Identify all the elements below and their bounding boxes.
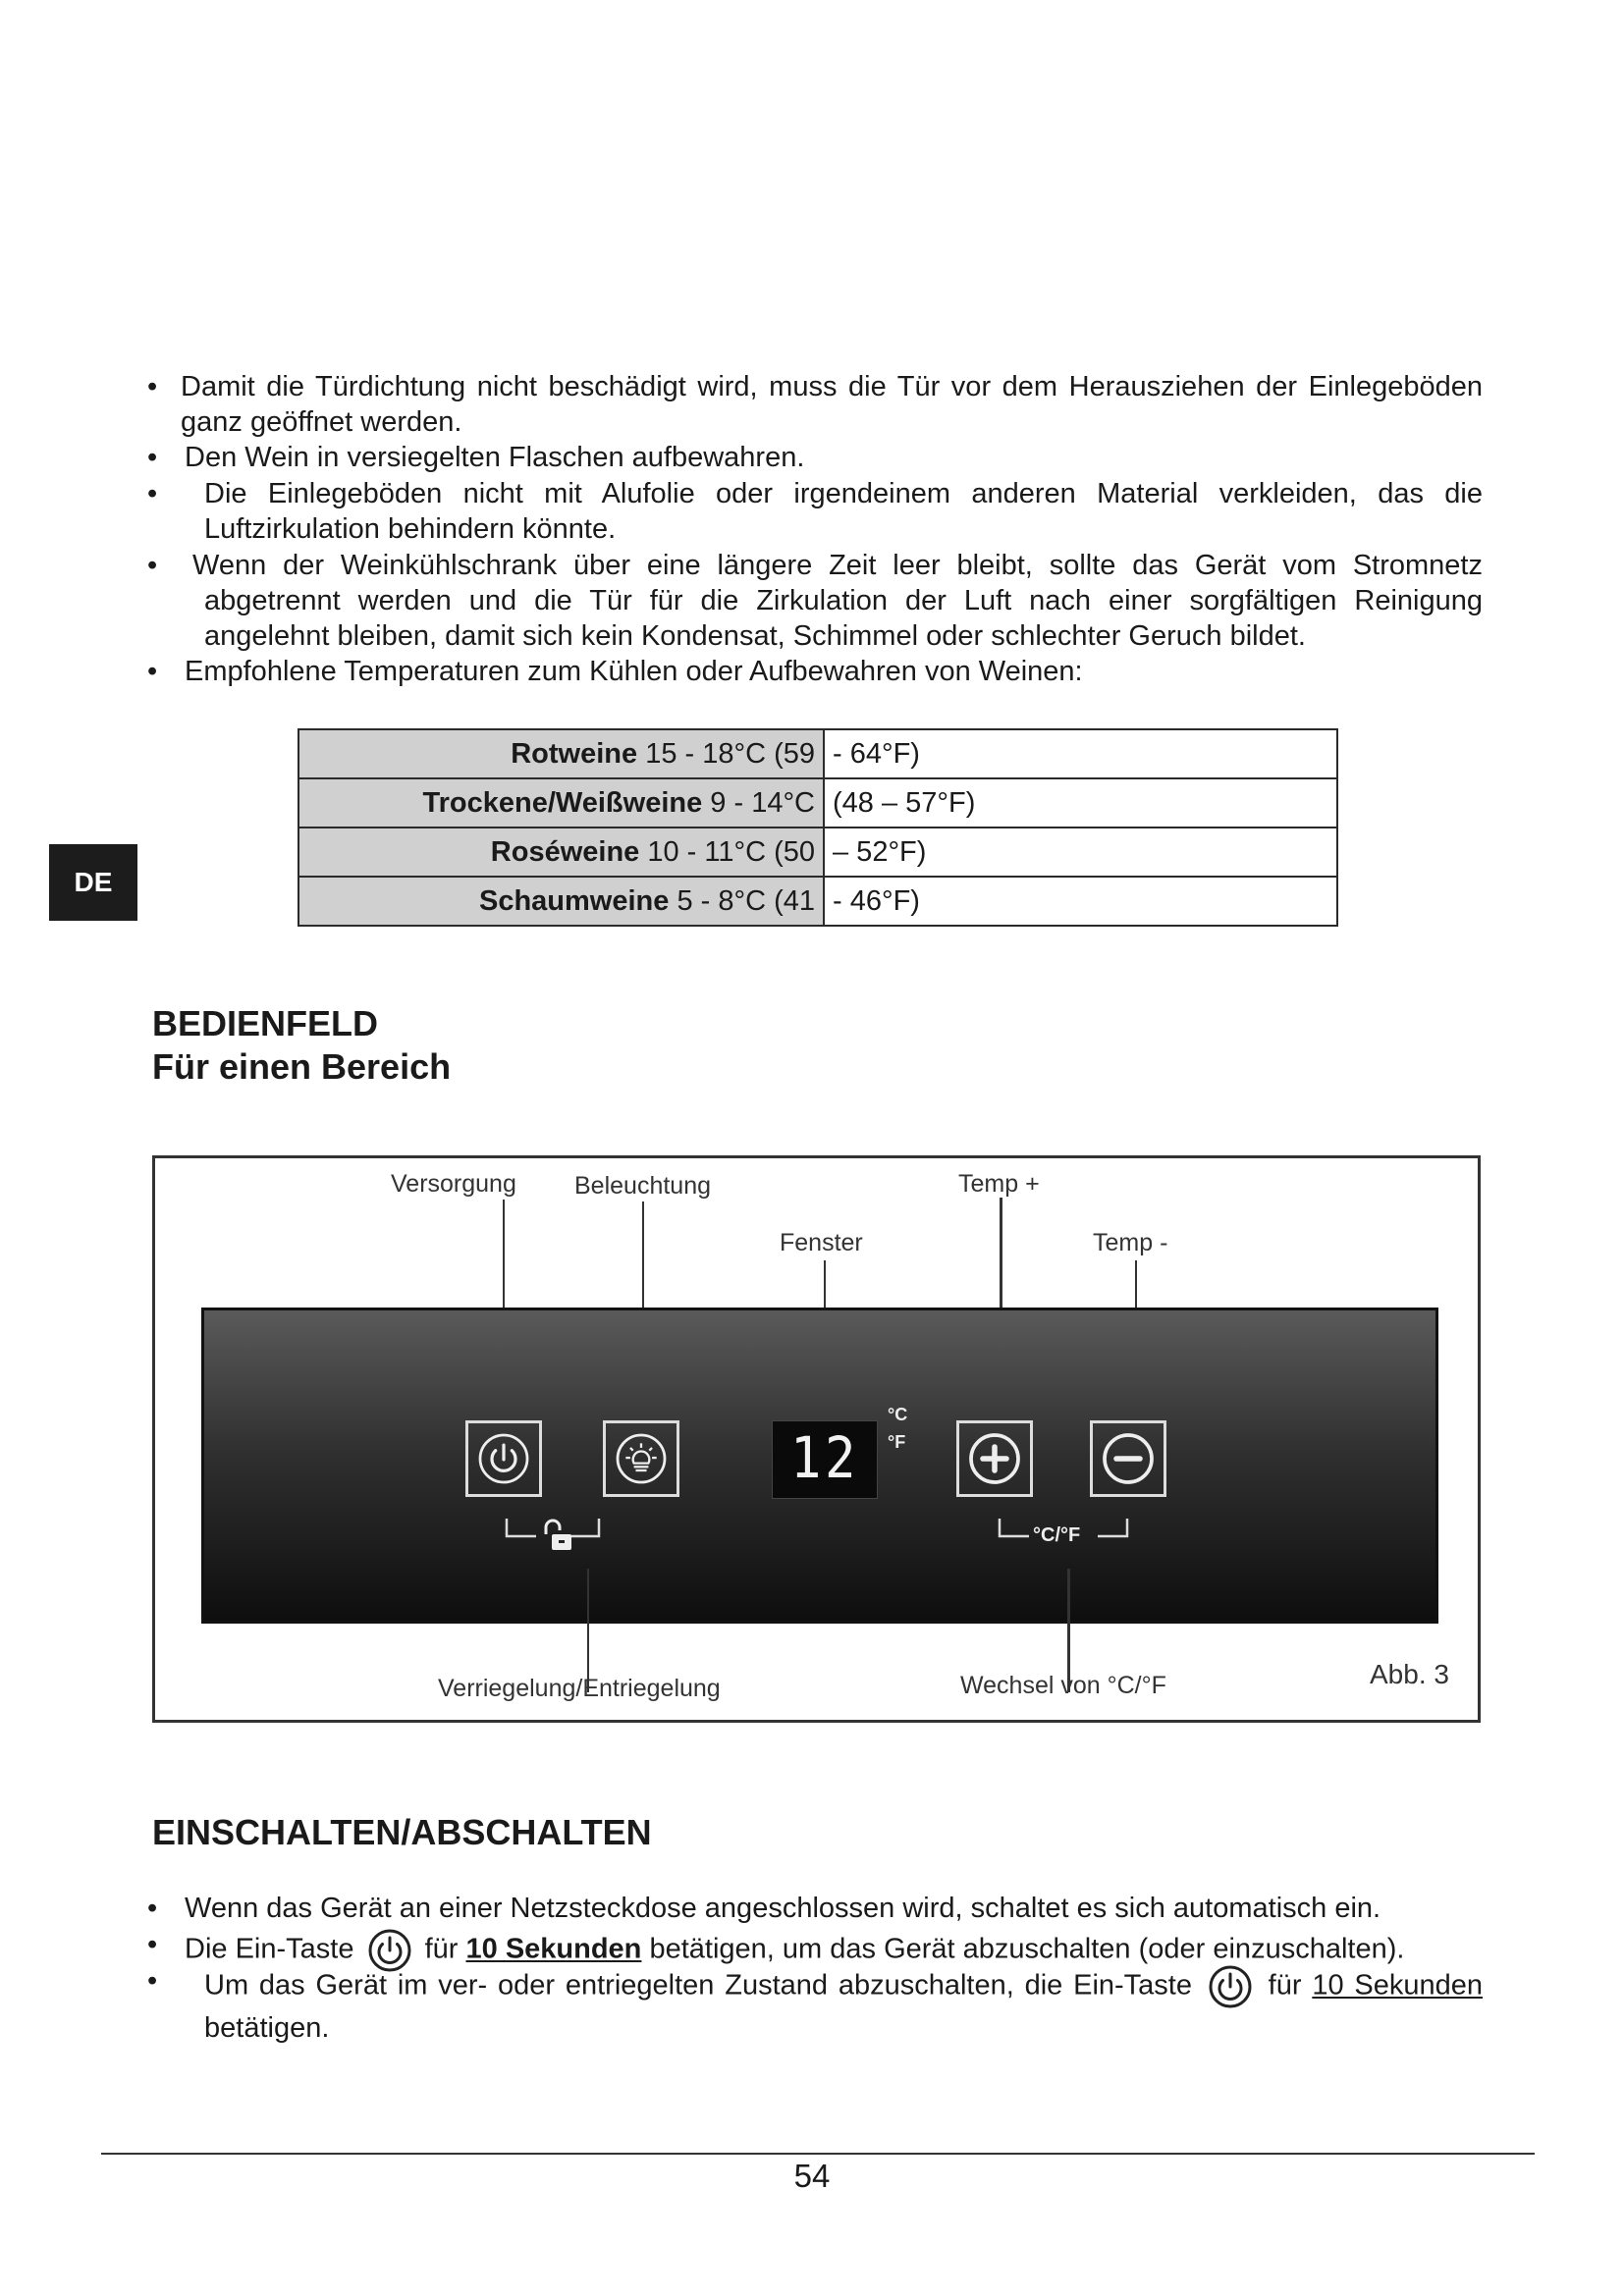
power-icon: [1207, 1963, 1254, 2010]
display-value: 12: [789, 1424, 860, 1491]
light-button[interactable]: [603, 1420, 679, 1497]
bullet-text: Wenn der Weinkühlschrank über eine längere Zeit leer bleibt, sollte das Gerät vom Stromnetz abgetrennt werden und die Tür für die Zirkulation der Luft nach einer sorgfältigen Reinigung angelehnt bleiben, damit sich kein Kondensat, Schimmel oder schlechter Geruch bildet.: [192, 550, 1483, 652]
bullet-text: Damit die Türdichtung nicht beschädigt wird, muss die Tür vor dem Herausziehen der Einlegeböden ganz geöffnet werden.: [181, 371, 1483, 438]
section-title: BEDIENFELD: [152, 1003, 379, 1043]
table-cell: (48 – 57°F): [824, 778, 1337, 828]
bullet-item: • Die Einlegeböden nicht mit Alufolie oder irgendeinem anderen Material verkleiden, das die Luftzirkulation behindern könnte.: [147, 478, 1483, 545]
bullet-text: Empfohlene Temperaturen zum Kühlen oder Aufbewahren von Weinen:: [185, 656, 1083, 687]
minus-icon: [1093, 1423, 1164, 1494]
page-number: 54: [793, 2158, 831, 2194]
label-power: Versorgung: [391, 1170, 516, 1198]
table-cell: - 46°F): [824, 877, 1337, 926]
temp-minus-button[interactable]: [1090, 1420, 1166, 1497]
label-unit-switch: Wechsel von °C/°F: [960, 1672, 1166, 1699]
temp-plus-button[interactable]: [956, 1420, 1033, 1497]
control-panel-figure: [152, 1155, 1481, 1723]
lock-icon: [538, 1519, 571, 1556]
bullet-item: • Den Wein in versiegelten Flaschen aufbewahren.: [147, 440, 1483, 475]
table-cell: Rotweine 15 - 18°C (59: [298, 729, 824, 778]
bullet-text: Wenn das Gerät an einer Netzsteckdose angeschlossen wird, schaltet es sich automatisch ein.: [185, 1893, 1381, 1924]
unit-celsius: °C: [888, 1405, 908, 1424]
bullet-item: • Wenn das Gerät an einer Netzsteckdose angeschlossen wird, schaltet es sich automatisch ein.: [147, 1891, 1483, 1926]
unit-fahrenheit: °F: [888, 1432, 906, 1452]
table-cell: Roséweine 10 - 11°C (50: [298, 828, 824, 877]
temperature-display: [772, 1420, 878, 1499]
label-temp-minus: Temp -: [1093, 1229, 1168, 1256]
table-cell: – 52°F): [824, 828, 1337, 877]
language-tab: DE: [49, 844, 137, 921]
bullet-text: Die Einlegeböden nicht mit Alufolie oder irgendeinem anderen Material verkleiden, das die Luftzirkulation behindern könnte.: [204, 478, 1483, 545]
bullet-item: • Wenn der Weinkühlschrank über eine längere Zeit leer bleibt, sollte das Gerät vom Stromnetz abgetrennt werden und die Tür für die Zirkulation der Luft nach einer sorgfältigen Reinigung angelehnt bleiben, damit sich kein Kondensat, Schimmel oder schlechter Geruch bildet.: [147, 550, 1483, 652]
label-lock: Verriegelung/Entriegelung: [438, 1675, 721, 1702]
table-row: [298, 828, 1337, 877]
section-subtitle: Für einen Bereich: [152, 1046, 452, 1087]
light-icon: [606, 1423, 677, 1494]
bullet-item: • Um das Gerät im ver- oder entriegelten Zustand abzuschalten, die Ein-Taste für 10 Sekunden betätigen.: [147, 1965, 1484, 2044]
section-title: EINSCHALTEN/ABSCHALTEN: [152, 1812, 652, 1852]
plus-icon: [959, 1423, 1030, 1494]
label-light: Beleuchtung: [574, 1172, 712, 1200]
power-button[interactable]: [465, 1420, 542, 1497]
bullet-item: • Die Ein-Taste für 10 Sekunden betätigen, um das Gerät abzuschalten (oder einzuschalten).: [147, 1927, 1483, 1974]
footer-rule: [101, 2153, 1535, 2155]
table-row: [298, 778, 1337, 828]
label-temp-plus: Temp +: [958, 1170, 1040, 1198]
unit-combo-label: °C/°F: [1033, 1524, 1081, 1546]
lock-bracket: [499, 1515, 656, 1564]
power-icon: [468, 1423, 539, 1494]
control-panel: [201, 1308, 1438, 1624]
wine-temperature-table: [298, 728, 1338, 927]
bullet-item: • Empfohlene Temperaturen zum Kühlen oder Aufbewahren von Weinen:: [147, 654, 1483, 689]
table-cell: - 64°F): [824, 729, 1337, 778]
bullet-item: • Damit die Türdichtung nicht beschädigt wird, muss die Tür vor dem Herausziehen der Einlegeböden ganz geöffnet werden.: [147, 371, 1483, 438]
table-row: [298, 729, 1337, 778]
table-cell: Schaumweine 5 - 8°C (41: [298, 877, 824, 926]
bullet-text: Den Wein in versiegelten Flaschen aufbewahren.: [185, 442, 805, 473]
label-window: Fenster: [780, 1229, 863, 1256]
table-cell: Trockene/Weißweine 9 - 14°C: [298, 778, 824, 828]
table-row: [298, 877, 1337, 926]
figure-caption: Abb. 3: [1370, 1659, 1449, 1689]
